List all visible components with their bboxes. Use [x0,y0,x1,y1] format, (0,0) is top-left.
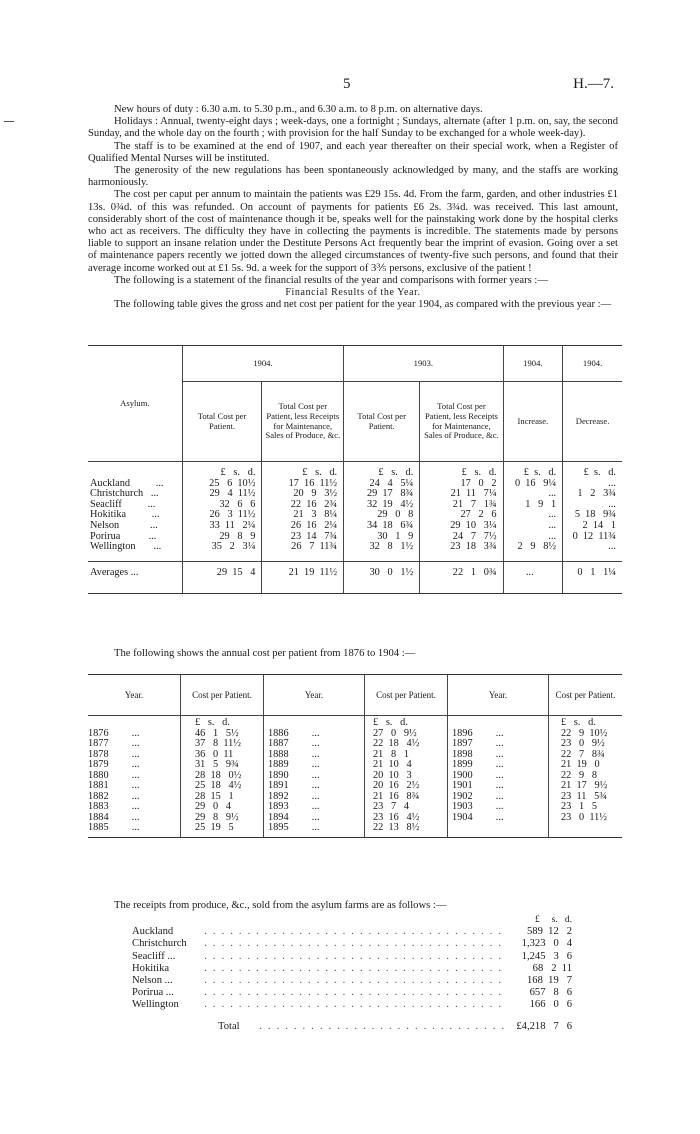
col-increase: Increase. [503,382,563,462]
receipt-row: Porirua ... ................................... 657 8 6 [132,987,572,999]
receipt-amount: 1,323 0 4 [521,938,572,950]
receipt-name: Nelson ... [132,975,173,987]
col-year-c: Year. [448,675,549,716]
avg-total-1904: 29 15 4 [182,562,262,594]
total-cost-1904: £ s. d. 25 6 10½ 29 4 11½ 32 6 6 26 3 11½ 33 11 2¼ 29 8 9 35 2 3¼ [182,462,262,562]
section-heading: Financial Results of the Year. [285,287,421,299]
asylum-names: Auckland ... Christchurch ... Seacliff ... Hokitika ... Nelson ... Porirua ... Wellington ... [88,462,182,562]
years-1876-1885: 1876 ... 1877 ... 1878 ... 1879 ... 1880 ... 1881 ... 1882 ... 1883 ... 1884 ... 1885 ... [88,716,181,838]
receipt-name: Christchurch [132,938,187,950]
col-decrease: Decrease. [575,415,610,426]
col-cost-c: Cost per Patient. [555,690,616,700]
annual-cost-table [88,674,622,838]
years-1886-1895: 1886 ... 1887 ... 1888 ... 1889 ... 1890 ... 1891 ... 1892 ... 1893 ... 1894 ... 1895 ... [264,716,365,838]
receipt-amount: 168 19 7 [526,975,572,987]
avg-increase: ... [503,562,563,594]
receipt-row: Seacliff ... ................................... 1,245 3 6 [132,950,572,962]
receipt-amount: 589 12 2 [526,926,572,938]
receipts-intro: The receipts from produce, &c., sold from the asylum farms are as follows :— [114,900,447,911]
col-net-cost-1904: Total Cost per Patient, less Receipts for Maintenance, Sales of Produce, &c. [262,382,344,462]
costs-1886-1895: £ s. d. 27 0 9½ 22 18 4½ 21 8 1 21 10 4 20 10 3 20 16 2½ 21 16 8¾ 23 7 4 23 16 4½ 22 13 8½ [365,716,448,838]
page-reference: H.—7. [573,76,614,92]
receipt-row: Nelson ... ................................... 168 19 7 [132,975,572,987]
increase-values: £ s. d. 0 16 9¼ ... 1 9 1 ... ... ... 2 9 8½ [503,462,563,562]
col-inc-year: 1904. [503,346,563,382]
avg-net-1903: 22 1 0¾ [420,562,503,594]
financial-results-table [88,345,622,594]
col-year-b: Year. [264,675,365,716]
net-cost-1904: £ s. d. 17 16 11½ 20 9 3½ 22 16 2¾ 21 3 8¼ 26 16 2¼ 23 14 7¾ 26 7 11¾ [262,462,344,562]
paragraph: The following table gives the gross and net cost per patient for the year 1904, as compared with the previous year :— [114,299,612,311]
receipts-header: £ s. d. [535,915,572,925]
receipt-amount: 1,245 3 6 [521,950,572,962]
page-number: 5 [343,76,351,92]
paragraph: Holidays : Annual, twenty-eight days ; week-days, one a fortnight ; Sundays, alternate (after 1 p.m. on, say, the second Sunday, and the whole day on the fourth ; with provision for the half Sunday to be exchanged for a whole week-day). [88,116,618,140]
receipt-row: Wellington ................................... 166 0 6 [132,999,572,1011]
col-net-cost-1903: Total Cost per Patient, less Receipts for Maintenance, Sales of Produce, &c. [420,382,503,462]
total-cost-1903: £ s. d. 24 4 5¼ 29 17 8¾ 32 19 4½ 29 0 8 34 18 6¾ 30 1 9 32 8 1½ [344,462,420,562]
paragraph: The cost per caput per annum to maintain the patients was £29 15s. 4d. From the farm, garden, and other industries £1 13s. 0¾d. of this was refunded. On account of payments for patients £6 2s. 3¾d. was received. This last amount, considerably short of the cost of maintenance though it be, speaks well for the painstaking work done by the hospital clerks who act as receivers. The difficulty they have in collecting the payments is incredible. The statements made by persons liable to support an insane relation under the Destitute Persons Act frequently bear the imprint of evasion. Going over a set of maintenance papers recently we jotted down the alleged circumstances of twenty-five such persons, and found that their average income worked out at £1 5s. 9d. a week for the support of 3⅗ persons, exclusive of the patient ! [88,189,618,274]
costs-1896-1904: £ s. d. 22 9 10½ 23 0 9½ 22 7 8¾ 21 19 0 22 9 8 21 17 9½ 23 11 5¾ 23 1 5 23 0 11½ [561,717,608,823]
receipt-name: Wellington [132,999,179,1011]
net-cost-1903: £ s. d. 17 0 2 21 11 7¼ 21 7 1¾ 27 2 6 29 10 3¼ 24 7 7½ 23 18 3¾ [420,462,503,562]
col-total-cost-1904: Total Cost per Patient. [182,382,262,462]
receipt-row: Christchurch ................................... 1,323 0 4 [132,938,572,950]
receipts-total-row: Total ............................. £4,218 7 6 [132,1021,572,1033]
paragraph: The staff is to be examined at the end of 1907, and each year thereafter on their special work, when a Register of Qualified Mental Nurses will be instituted. [88,140,618,164]
averages-label: Averages ... [88,562,182,594]
receipt-row: Auckland ................................... 589 12 2 [132,926,572,938]
receipts-total-label: Total [218,1020,240,1032]
col-cost-b: Cost per Patient. [365,675,448,716]
body-text [88,104,618,311]
col-total-cost-1903: Total Cost per Patient. [344,382,420,462]
col-year-1904: 1904. [182,346,343,382]
receipt-amount: 68 2 11 [532,962,572,974]
paragraph: The generosity of the new regulations has been spontaneously acknowledged by many, and the staffs are working harmoniously. [88,165,618,189]
margin-mark [4,121,14,122]
col-cost-a: Cost per Patient. [181,675,264,716]
col-year-a: Year. [88,675,181,716]
col-year-1903: 1903. [344,346,503,382]
receipt-amount: 166 0 6 [529,999,572,1011]
costs-1876-1885: £ s. d. 46 1 5½ 37 8 11½ 36 0 11 31 5 9¾ 28 18 0½ 25 18 4½ 28 15 1 29 0 4 29 8 9½ 25 19 5 [181,716,264,838]
receipt-name: Porirua ... [132,987,174,999]
receipts-total: £4,218 7 6 [516,1020,572,1032]
receipt-row: Hokitika ................................... 68 2 11 [132,962,572,974]
avg-total-1903: 30 0 1½ [344,562,420,594]
avg-decrease: 0 1 1¼ [577,567,616,578]
years-1896-1904: 1896 ... 1897 ... 1898 ... 1899 ... 1900 ... 1901 ... 1902 ... 1903 ... 1904 ... [448,716,549,838]
receipt-name: Seacliff ... [132,950,176,962]
receipt-name: Auckland [132,926,174,938]
col-dec-year: 1904. [582,357,603,368]
avg-net-1904: 21 19 11½ [262,562,344,594]
decrease-values: £ s. d. ... 1 2 3¾ ... 5 18 9¾ 2 14 1 0 12 11¾ ... [572,467,616,553]
receipt-name: Hokitika [132,962,170,974]
receipt-amount: 657 8 6 [529,987,572,999]
annual-intro: The following shows the annual cost per patient from 1876 to 1904 :— [114,648,416,659]
col-asylum: Asylum. [88,346,182,462]
receipts-list [132,914,572,1033]
paragraph: New hours of duty : 6.30 a.m. to 5.30 p.m., and 6.30 a.m. to 8 p.m. on alternative days. [114,104,483,115]
paragraph: The following is a statement of the financial results of the year and comparisons with former years :— [114,274,548,286]
